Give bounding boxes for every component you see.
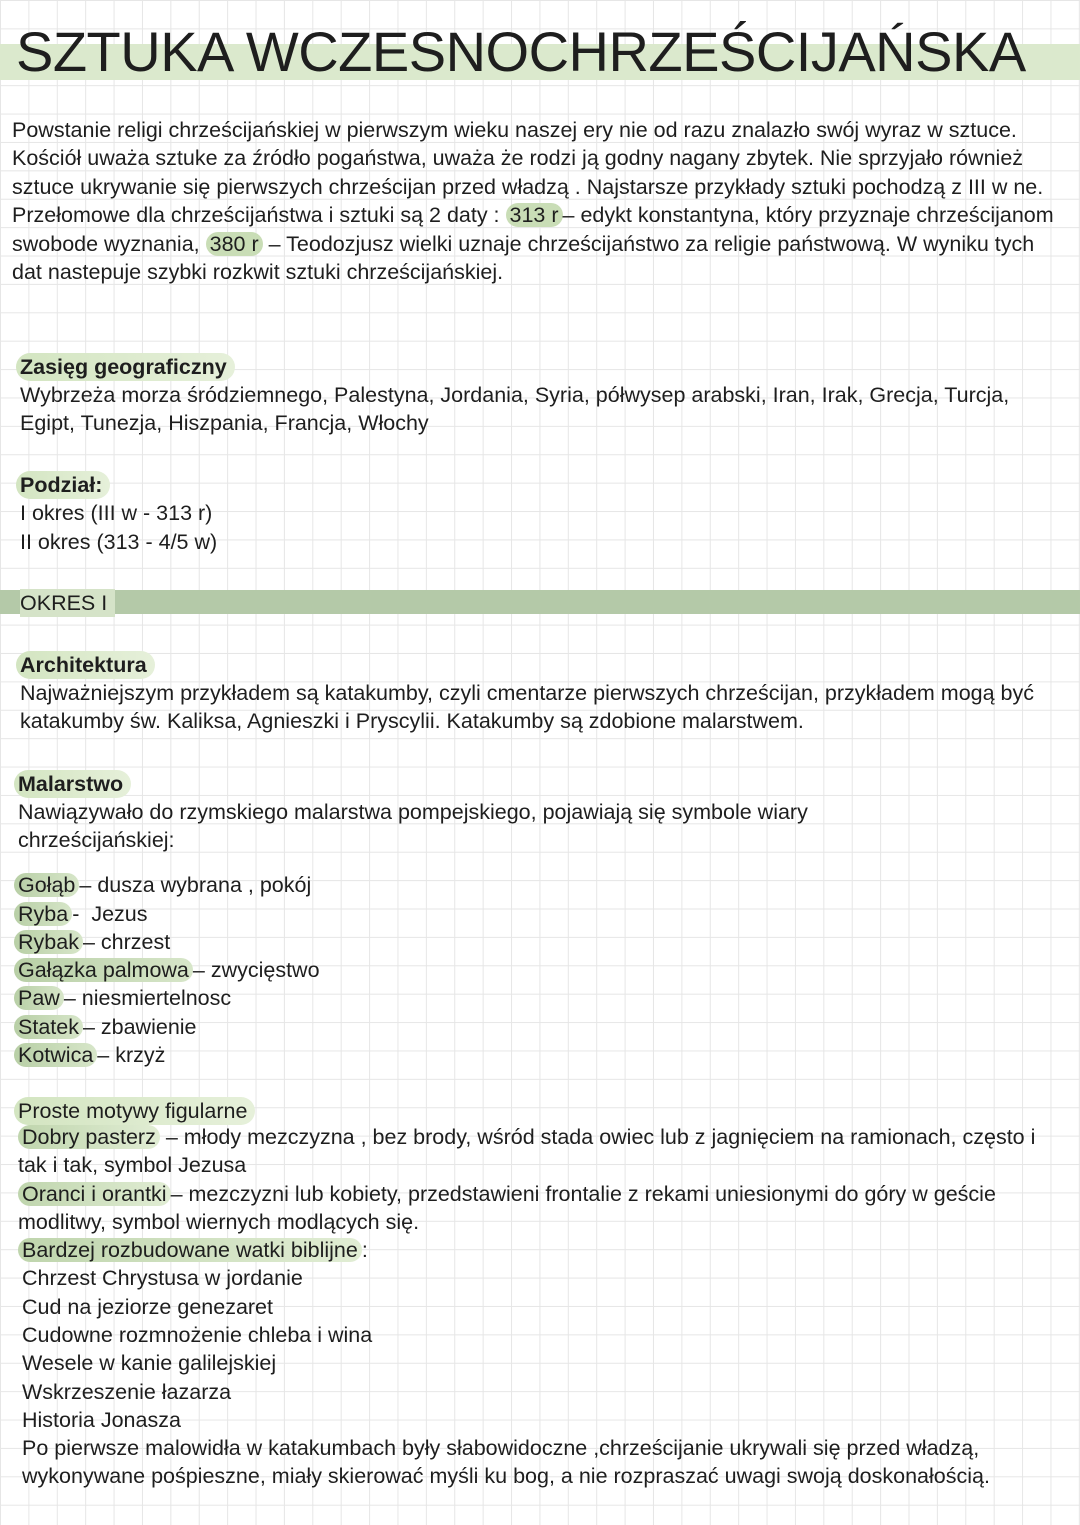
- page-title: SZTUKA WCZESNOCHRZEŚCIJAŃSKA: [16, 20, 1026, 83]
- symbol-item: [14, 928, 170, 956]
- symbol-key: Kotwica: [14, 1043, 97, 1067]
- watek-item: Historia Jonasza: [22, 1408, 181, 1432]
- intro-text-3: – Teodozjusz wielki uznaje chrześcijaństwo za religie państwową. W wyniku tych dat nastepuje szybki rozkwit sztuki chrześcijańskiej.: [12, 231, 1035, 285]
- symbol-separator: –: [63, 986, 82, 1010]
- podzial-heading: Podział:: [16, 471, 110, 499]
- symbol-separator: –: [97, 1043, 116, 1067]
- symbol-separator: -: [72, 902, 92, 926]
- symbol-item: [14, 871, 311, 899]
- symbol-item: [14, 900, 147, 928]
- symbol-separator: –: [82, 1015, 101, 1039]
- dobry-pasterz-key: Dobry pasterz: [18, 1125, 160, 1149]
- symbol-key: Gołąb: [14, 873, 79, 897]
- symbol-meaning: niesmiertelnosc: [81, 986, 232, 1010]
- motywy-heading: Proste motywy figularne: [14, 1097, 255, 1125]
- symbol-separator: –: [79, 873, 98, 897]
- podzial-item-1: I okres (III w - 313 r): [20, 501, 213, 525]
- watki-key: Bardzej rozbudowane watki biblijne: [18, 1238, 362, 1262]
- symbol-meaning: zbawienie: [100, 1015, 197, 1039]
- intro-paragraph: [12, 116, 1062, 286]
- malarstwo-text: Nawiązywało do rzymskiego malarstwa pompejskiego, pojawiają się symbole wiary chrześcijańskiej:: [18, 800, 808, 853]
- oranci-paragraph: [18, 1180, 1058, 1237]
- dobry-pasterz-paragraph: [18, 1123, 1058, 1180]
- watek-item: Wskrzeszenie łazarza: [22, 1380, 232, 1404]
- symbol-meaning: Jezus: [91, 902, 148, 926]
- symbol-meaning: zwycięstwo: [210, 958, 320, 982]
- watek-item: Wesele w kanie galilejskiej: [22, 1351, 277, 1375]
- symbol-item: [14, 956, 320, 984]
- symbol-key: Ryba: [14, 902, 72, 926]
- oranci-key: Oranci i orantki: [18, 1182, 171, 1206]
- symbol-key: Statek: [14, 1015, 83, 1039]
- okres-label: OKRES I: [20, 589, 115, 617]
- watek-item: Cud na jeziorze genezaret: [22, 1295, 273, 1319]
- zasieg-heading: Zasięg geograficzny: [16, 353, 235, 381]
- watek-item: Chrzest Chrystusa w jordanie: [22, 1266, 303, 1290]
- intro-text-2: – edykt konstantyna, który przyznaje chrześcijanom swobode wyznania,: [12, 203, 1054, 256]
- podzial-item-2: II okres (313 - 4/5 w): [20, 530, 218, 554]
- symbol-separator: –: [192, 958, 211, 982]
- dobry-pasterz-text: – młody mezczyzna , bez brody, wśród stada owiec lub z jagnięciem na ramionach, często i tak i tak, symbol Jezusa: [18, 1125, 1036, 1178]
- architektura-heading: Architektura: [16, 651, 155, 679]
- symbol-key: Rybak: [14, 930, 83, 954]
- symbol-meaning: dusza wybrana , pokój: [97, 873, 312, 897]
- malarstwo-heading: Malarstwo: [14, 770, 131, 798]
- closing-paragraph: Po pierwsze malowidła w katakumbach były słabowidoczne ,chrześcijanie ukrywali się przed władzą, wykonywane pośpieszne, miały skierować myśli ku bog, a nie rozpraszać uwagi swoją doskonałością.: [22, 1436, 990, 1489]
- symbol-item: [14, 1041, 165, 1069]
- date-313-highlight: 313 r: [506, 203, 563, 227]
- symbol-meaning: chrzest: [100, 930, 171, 954]
- zasieg-text: Wybrzeża morza śródziemnego, Palestyna, Jordania, Syria, półwysep arabski, Iran, Irak, Grecja, Turcja, Egipt, Tunezja, Hiszpania, Francja, Włochy: [20, 383, 1010, 436]
- oranci-text: – mezczyzni lub kobiety, przedstawieni frontalie z rekami uniesionymi do góry w geście modlitwy, symbol wiernych modlących się.: [18, 1182, 996, 1235]
- watki-suffix: :: [361, 1238, 368, 1262]
- symbol-key: Paw: [14, 986, 64, 1010]
- watki-heading: [18, 1236, 368, 1264]
- symbol-separator: –: [82, 930, 101, 954]
- symbol-item: [14, 1013, 197, 1041]
- architektura-text: Najważniejszym przykładem są katakumby, czyli cmentarze pierwszych chrześcijan, przykładem mogą być katakumby św. Kaliksa, Agnieszki i Pryscylii. Katakumby są zdobione malarstwem.: [20, 681, 1035, 734]
- watek-item: Cudowne rozmnożenie chleba i wina: [22, 1323, 373, 1347]
- okres-divider: [0, 590, 1080, 614]
- intro-text-1: Powstanie religi chrześcijańskiej w pierwszym wieku naszej ery nie od razu znalazło swój wyraz w sztuce. Kościół uważa sztuke za źródło pogaństwa, uważa że rodzi ją godny nagany zbytek. Nie sprzyjało również sztuce ukrywanie się pierwszych chrześcijan przed władzą . Najstarsze przykłady sztuki pochodzą z III w ne. Przełomowe dla chrześcijaństwa i sztuki są 2 daty :: [12, 118, 1044, 228]
- symbol-item: [14, 984, 231, 1012]
- date-380-highlight: 380 r: [206, 232, 263, 256]
- symbol-meaning: krzyż: [115, 1043, 166, 1067]
- symbol-key: Gałązka palmowa: [14, 958, 193, 982]
